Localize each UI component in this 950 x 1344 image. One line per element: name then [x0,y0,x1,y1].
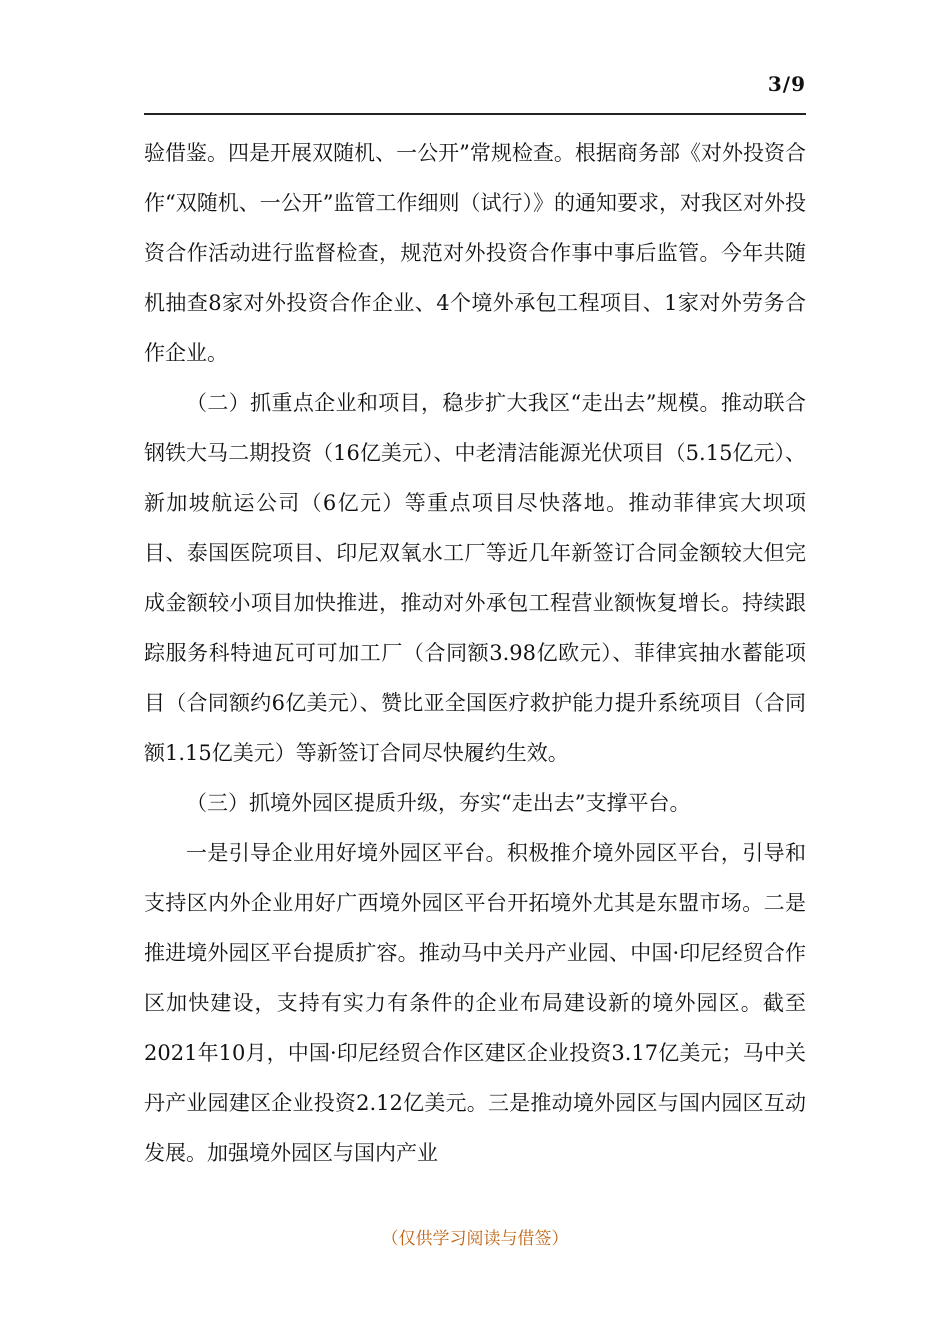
header-rule [144,113,806,115]
paragraph-continuation: 验借鉴。四是开展双随机、一公开”常规检查。根据商务部《对外投资合作“双随机、一公开”监管工作细则（试行）》的通知要求，对我区对外投资合作活动进行监督检查，规范对外投资合作事中事后监管。今年共随机抽查8家对外投资合作企业、4个境外承包工程项目、1家对外劳务合作企业。 [144,141,806,365]
paragraph-section-3-body: 一是引导企业用好境外园区平台。积极推介境外园区平台，引导和支持区内外企业用好广西境外园区平台开拓境外尤其是东盟市场。二是推进境外园区平台提质扩容。推动马中关丹产业园、中国·印尼经贸合作区加快建设，支持有实力有条件的企业布局建设新的境外园区。截至2021年10月，中国·印尼经贸合作区建区企业投资3.17亿美元；马中关丹产业园建区企业投资2.12亿美元。三是推动境外园区与国内园区互动发展。加强境外园区与国内产业 [144,841,806,1165]
page-number: 3/9 [767,72,806,96]
body-text [144,128,806,1178]
footer-note: （仅供学习阅读与借签） [381,1229,569,1249]
paragraph-section-2: （二）抓重点企业和项目，稳步扩大我区“走出去”规模。推动联合钢铁大马二期投资（16亿美元）、中老清洁能源光伏项目（5.15亿元）、新加坡航运公司（6亿元）等重点项目尽快落地。推动菲律宾大坝项目、泰国医院项目、印尼双氧水工厂等近几年新签订合同金额较大但完成金额较小项目加快推进，推动对外承包工程营业额恢复增长。持续跟踪服务科特迪瓦可可加工厂（合同额3.98亿欧元）、菲律宾抽水蓄能项目（合同额约6亿美元）、赞比亚全国医疗救护能力提升系统项目（合同额1.15亿美元）等新签订合同尽快履约生效。 [144,391,806,765]
paragraph-section-3-heading: （三）抓境外园区提质升级，夯实“走出去”支撑平台。 [186,791,691,815]
